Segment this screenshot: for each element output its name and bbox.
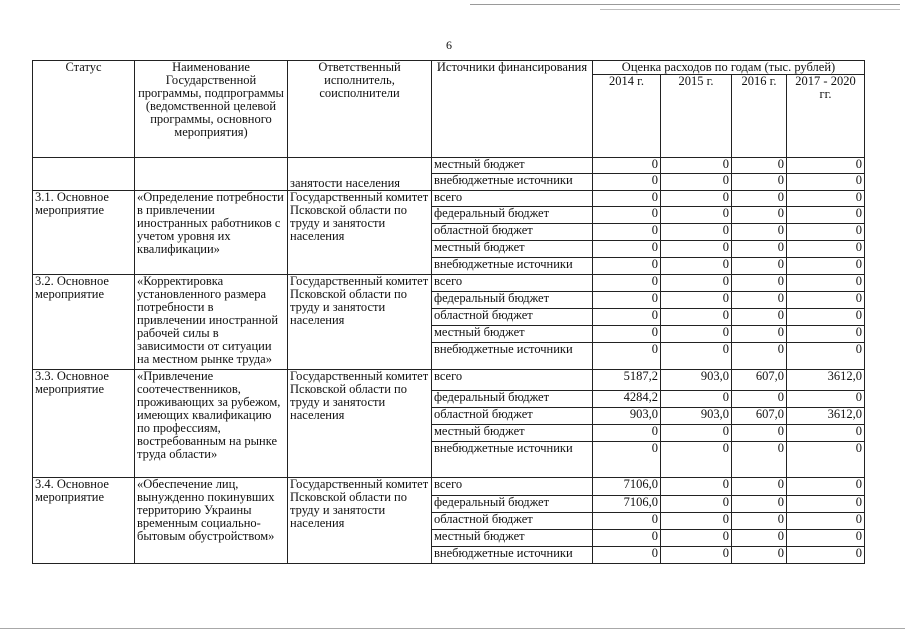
value-cell: 0 [661,442,732,478]
value-cell: 0 [661,258,732,275]
value-cell: 0 [732,442,787,478]
value-cell: 7106,0 [593,496,661,513]
responsible-cell: Государственный комитет Псковской области по труду и занятости населения [288,370,432,478]
source-cell: местный бюджет [432,530,593,547]
value-cell: 0 [732,425,787,442]
table-row [33,370,865,391]
value-cell: 0 [593,425,661,442]
value-cell: 0 [661,326,732,343]
source-cell: внебюджетные источники [432,547,593,564]
value-cell: 0 [593,207,661,224]
value-cell: 0 [787,207,865,224]
source-cell: федеральный бюджет [432,292,593,309]
value-cell: 903,0 [661,408,732,425]
source-cell: всего [432,478,593,496]
header-year: 2015 г. [661,75,732,158]
value-cell: 0 [661,343,732,370]
value-cell: 0 [732,292,787,309]
status-cell: 3.3. Основное мероприятие [33,370,135,478]
value-cell: 7106,0 [593,478,661,496]
value-cell: 0 [787,258,865,275]
source-cell: внебюджетные источники [432,343,593,370]
value-cell: 0 [732,191,787,207]
value-cell: 0 [593,343,661,370]
value-cell: 0 [732,275,787,292]
value-cell: 0 [732,207,787,224]
value-cell: 0 [732,258,787,275]
value-cell: 0 [661,530,732,547]
value-cell: 0 [661,513,732,530]
value-cell: 0 [787,442,865,478]
value-cell: 0 [732,309,787,326]
responsible-cell-continued: занятости населения [288,158,432,191]
value-cell: 0 [593,258,661,275]
value-cell: 0 [787,496,865,513]
value-cell: 0 [661,425,732,442]
value-cell: 0 [732,391,787,408]
source-cell: местный бюджет [432,425,593,442]
source-cell: местный бюджет [432,326,593,343]
value-cell: 3612,0 [787,408,865,425]
value-cell: 0 [661,241,732,258]
header-year: 2017 - 2020 гг. [787,75,865,158]
source-cell: всего [432,191,593,207]
value-cell: 0 [593,309,661,326]
table-row [33,158,865,174]
source-cell: федеральный бюджет [432,207,593,224]
value-cell: 0 [787,425,865,442]
value-cell: 0 [787,174,865,191]
value-cell: 0 [661,207,732,224]
value-cell: 0 [732,241,787,258]
value-cell: 0 [732,496,787,513]
header-status: Статус [33,61,135,158]
status-cell: 3.4. Основное мероприятие [33,478,135,564]
value-cell: 0 [661,224,732,241]
responsible-cell: Государственный комитет Псковской области по труду и занятости населения [288,275,432,370]
header-sources: Источники финансирования [432,61,593,158]
source-cell: областной бюджет [432,513,593,530]
source-cell: областной бюджет [432,224,593,241]
table-row [33,191,865,207]
page-number: 6 [446,38,452,52]
value-cell: 0 [787,241,865,258]
value-cell: 4284,2 [593,391,661,408]
header-year: 2014 г. [593,75,661,158]
value-cell: 0 [732,224,787,241]
value-cell: 903,0 [593,408,661,425]
value-cell: 0 [593,513,661,530]
value-cell: 0 [787,326,865,343]
value-cell: 0 [787,391,865,408]
value-cell: 0 [732,547,787,564]
value-cell: 0 [787,478,865,496]
value-cell: 0 [593,158,661,174]
header-responsible: Ответственный исполнитель, соисполнители [288,61,432,158]
scan-edge-top [0,0,905,14]
value-cell: 0 [593,191,661,207]
table-row [33,275,865,292]
value-cell: 0 [732,513,787,530]
value-cell: 0 [593,530,661,547]
value-cell: 0 [593,442,661,478]
value-cell: 0 [787,309,865,326]
value-cell: 0 [593,224,661,241]
value-cell: 0 [787,530,865,547]
value-cell: 0 [593,174,661,191]
header-year: 2016 г. [732,75,787,158]
value-cell: 0 [661,478,732,496]
name-cell-continued [135,158,288,191]
responsible-cell: Государственный комитет Псковской области по труду и занятости населения [288,191,432,275]
value-cell: 3612,0 [787,370,865,391]
value-cell: 0 [732,343,787,370]
value-cell: 5187,2 [593,370,661,391]
value-cell: 0 [732,158,787,174]
table-row [33,478,865,496]
status-cell-continued [33,158,135,191]
value-cell: 0 [732,174,787,191]
value-cell: 0 [661,391,732,408]
value-cell: 0 [787,292,865,309]
name-cell: «Определение потребности в привлечении иностранных работников с учетом уровня их квалификации» [135,191,288,275]
source-cell: внебюджетные источники [432,442,593,478]
budget-table [32,60,865,564]
value-cell: 0 [661,275,732,292]
source-cell: всего [432,275,593,292]
responsible-cell: Государственный комитет Псковской области по труду и занятости населения [288,478,432,564]
header-name: Наименование Государственной программы, подпрограммы (ведомственной целевой программы, основного мероприятия) [135,61,288,158]
value-cell: 0 [732,326,787,343]
value-cell: 0 [787,191,865,207]
value-cell: 607,0 [732,408,787,425]
value-cell: 0 [593,326,661,343]
name-cell: «Корректировка установленного размера потребности в привлечении иностранной рабочей силы в зависимости от ситуации на местном рынке труда» [135,275,288,370]
value-cell: 0 [732,478,787,496]
source-cell: местный бюджет [432,158,593,174]
value-cell: 0 [787,158,865,174]
source-cell: местный бюджет [432,241,593,258]
value-cell: 0 [661,309,732,326]
value-cell: 0 [732,530,787,547]
value-cell: 0 [787,275,865,292]
source-cell: областной бюджет [432,408,593,425]
scan-streak [600,9,900,10]
value-cell: 0 [787,513,865,530]
value-cell: 0 [787,343,865,370]
status-cell: 3.1. Основное мероприятие [33,191,135,275]
header-estimate: Оценка расходов по годам (тыс. рублей) [593,61,865,75]
value-cell: 0 [661,174,732,191]
source-cell: областной бюджет [432,309,593,326]
value-cell: 0 [787,547,865,564]
value-cell: 0 [787,224,865,241]
value-cell: 607,0 [732,370,787,391]
value-cell: 0 [593,241,661,258]
value-cell: 0 [661,191,732,207]
scan-streak [470,4,900,5]
value-cell: 0 [661,547,732,564]
scan-edge-bottom [0,628,905,629]
source-cell: федеральный бюджет [432,496,593,513]
name-cell: «Обеспечение лиц, вынужденно покинувших территорию Украины временным социально-бытовым обустройством» [135,478,288,564]
value-cell: 0 [661,158,732,174]
status-cell: 3.2. Основное мероприятие [33,275,135,370]
name-cell: «Привлечение соотечественников, проживающих за рубежом, имеющих квалификацию по профессиям, востребованным на рынке труда области» [135,370,288,478]
value-cell: 0 [593,292,661,309]
value-cell: 0 [593,275,661,292]
value-cell: 0 [661,496,732,513]
source-cell: всего [432,370,593,391]
value-cell: 0 [593,547,661,564]
source-cell: внебюджетные источники [432,174,593,191]
source-cell: федеральный бюджет [432,391,593,408]
value-cell: 903,0 [661,370,732,391]
source-cell: внебюджетные источники [432,258,593,275]
value-cell: 0 [661,292,732,309]
